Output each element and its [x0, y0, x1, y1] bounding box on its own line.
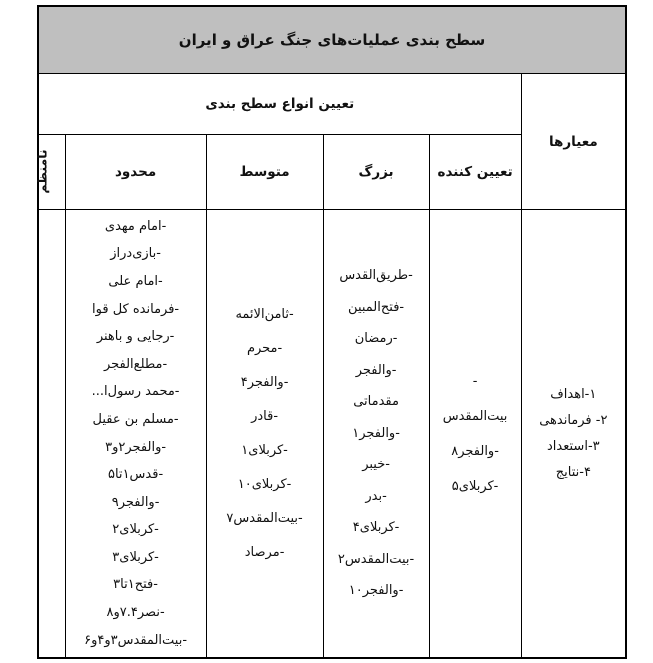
operation-item: -قدس۱تا۵: [107, 467, 164, 483]
operation-item: -والفجر۲و۳: [105, 439, 167, 455]
operation-item: -نصر۷.۴و۸: [106, 605, 165, 621]
operation-item: -فتح‌المبین: [348, 299, 405, 315]
operation-item: -بیت‌المقدس۲: [337, 551, 415, 567]
criteria-list: [521, 210, 626, 659]
operation-item: ۲- فرماندهی: [539, 412, 608, 428]
operation-item: بیت‌المقدس: [442, 408, 508, 424]
operation-item: -مرصاد: [244, 544, 285, 560]
operation-item: -والفجر۴: [240, 374, 289, 390]
types-of-leveling-header: تعیین انواع سطح بندی: [38, 74, 521, 135]
operation-item: -طریق‌القدس: [339, 268, 413, 284]
operation-item: -بدر: [365, 488, 387, 504]
large-operations-list: [323, 210, 429, 659]
operation-item: -محرم: [246, 340, 283, 356]
operation-item: -والفجر۸: [451, 443, 499, 459]
column-header-medium: متوسط: [206, 135, 323, 210]
determinant-operations-list: [429, 210, 521, 659]
operation-item: -والفجر۹: [111, 494, 160, 510]
operation-item: -فرمانده کل قوا: [92, 301, 180, 317]
operation-item: ۴-نتایج: [555, 464, 591, 480]
operation-item: -والفجر: [355, 362, 397, 378]
operation-item: -امام علی: [108, 273, 163, 289]
operation-item: -مسلم بن عقیل: [92, 411, 179, 427]
operation-item: -بیت‌المقدس۳و۴و۶: [84, 632, 188, 648]
table-title: سطح بندی عملیات‌های جنگ عراق و ایران: [38, 6, 626, 74]
criteria-column-header: معیارها: [521, 74, 626, 210]
operation-item: -کربلای۴: [352, 520, 400, 536]
column-header-irregular: [34, 135, 65, 210]
operation-item: مقدماتی: [353, 394, 399, 410]
operation-item: -رمضان: [354, 331, 398, 347]
medium-operations-list: [206, 210, 323, 659]
column-header-large: بزرگ: [323, 135, 429, 210]
operation-item: -بازی‌دراز: [110, 246, 161, 262]
column-header-limited: محدود: [65, 135, 206, 210]
irregular-operations-empty-cell: [38, 210, 65, 659]
column-header-determinant: تعیین کننده: [429, 135, 521, 210]
operation-item: -رجایی و باهنر: [96, 329, 175, 345]
operation-item: -ثامن‌الائمه: [235, 306, 294, 322]
operation-item: -کربلای۳: [112, 549, 159, 565]
operation-item: -امام مهدی: [104, 218, 167, 234]
operation-item: -کربلای۲: [112, 522, 159, 538]
operation-item: -محمد رسول‌ا...: [91, 384, 180, 400]
operation-item: ۱-اهداف: [550, 386, 597, 402]
rotated-irregular-label: نامنظم: [34, 149, 50, 194]
operation-item: -خیبر: [362, 457, 390, 473]
operation-item: -بیت‌المقدس۷: [226, 510, 303, 526]
operation-item: -فتح۱تا۳: [113, 577, 158, 593]
operation-item: -: [472, 373, 478, 389]
operation-item: ۳-استعداد: [547, 438, 600, 454]
operation-item: -والفجر۱۰: [348, 583, 404, 599]
operation-item: -والفجر۱: [352, 425, 400, 441]
operation-item: -کربلای۱۰: [237, 476, 292, 492]
operation-item: -کربلای۱: [241, 442, 288, 458]
operation-item: -کربلای۵: [451, 478, 499, 494]
operation-item: -مطلع‌الفجر: [103, 356, 168, 372]
operations-leveling-table: [34, 5, 627, 659]
limited-operations-list: [65, 210, 206, 659]
operation-item: -قادر: [251, 408, 279, 424]
